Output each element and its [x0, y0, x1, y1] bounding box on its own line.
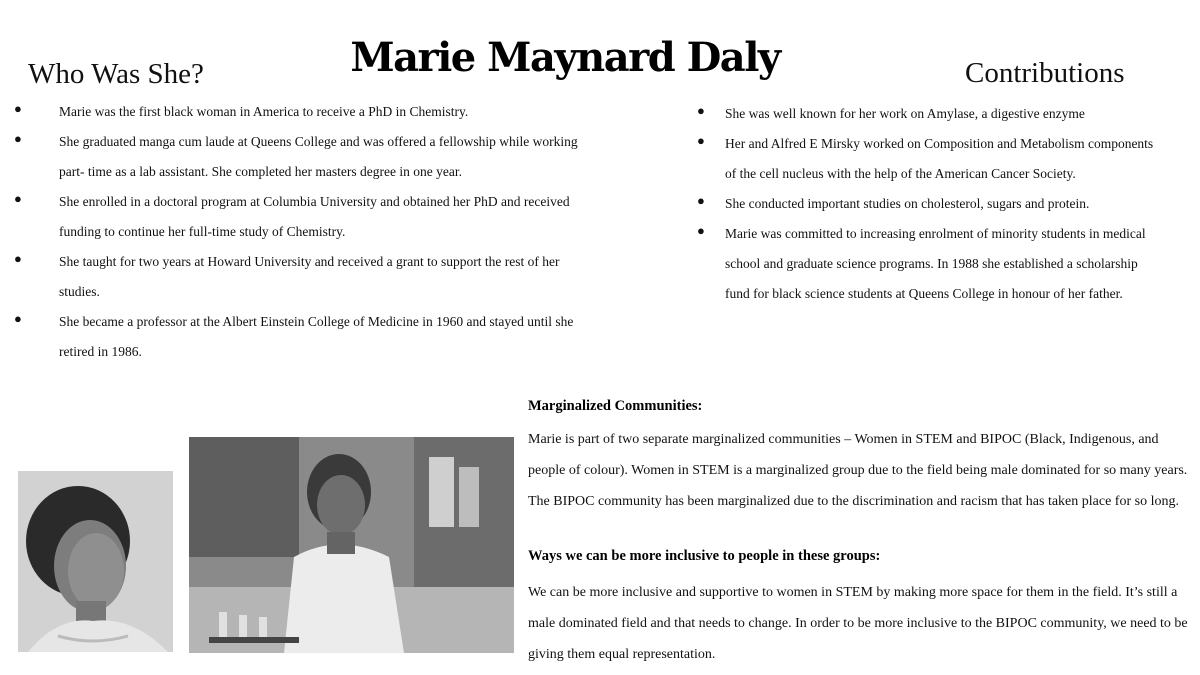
bullet-icon: ● — [14, 251, 22, 266]
list-item — [697, 99, 1165, 129]
who-was-she-heading: Who Was She? — [28, 58, 204, 90]
list-item — [14, 247, 584, 307]
bullet-text: She conducted important studies on cholesterol, sugars and protein. — [725, 196, 1090, 211]
biography-list — [14, 97, 584, 367]
bullet-text: Marie was the first black woman in America to receive a PhD in Chemistry. — [59, 104, 469, 119]
bullet-text: She was well known for her work on Amylase, a digestive enzyme — [725, 106, 1085, 121]
bullet-icon: ● — [14, 131, 22, 146]
bullet-icon: ● — [14, 101, 22, 116]
inclusive-ways-title: Ways we can be more inclusive to people in these groups: — [528, 548, 881, 564]
bullet-text: Marie was committed to increasing enrolment of minority students in medical school and graduate science programs. In 1988 she established a scholarship fund for black science students at Queens College in honour of her father. — [725, 226, 1146, 301]
bullet-icon: ● — [697, 103, 705, 118]
bullet-icon: ● — [697, 133, 705, 148]
bullet-text: She graduated manga cum laude at Queens College and was offered a fellowship while working part- time as a lab assistant. She completed her masters degree in one year. — [59, 134, 578, 179]
list-item — [14, 127, 584, 187]
list-item — [697, 129, 1165, 189]
laboratory-photo — [189, 437, 514, 653]
marginalized-communities-title: Marginalized Communities: — [528, 398, 703, 414]
list-item — [14, 307, 584, 367]
list-item — [697, 189, 1165, 219]
list-item — [697, 219, 1165, 309]
bullet-text: Her and Alfred E Mirsky worked on Composition and Metabolism components of the cell nucleus with the help of the American Cancer Society. — [725, 136, 1154, 181]
bullet-icon: ● — [697, 223, 705, 238]
laboratory-photo-drawing — [189, 437, 514, 653]
list-item — [14, 187, 584, 247]
contributions-heading: Contributions — [965, 57, 1125, 89]
page-title: Marie Maynard Daly — [350, 34, 780, 81]
bullet-text: She enrolled in a doctoral program at Columbia University and obtained her PhD and received funding to continue her full-time study of Chemistry. — [59, 194, 570, 239]
bullet-icon: ● — [14, 311, 22, 326]
contributions-list — [697, 99, 1165, 309]
bullet-icon: ● — [14, 191, 22, 206]
bullet-icon: ● — [697, 193, 705, 208]
bullet-text: She became a professor at the Albert Einstein College of Medicine in 1960 and stayed until she retired in 1986. — [59, 314, 574, 359]
portrait-photo — [18, 471, 173, 652]
portrait-photo-drawing — [18, 471, 173, 652]
bullet-text: She taught for two years at Howard University and received a grant to support the rest of her studies. — [59, 254, 560, 299]
list-item — [14, 97, 584, 127]
marginalized-communities-text: Marie is part of two separate marginalized communities – Women in STEM and BIPOC (Black, Indigenous, and people of colour). Women in STEM is a marginalized group due to the field being male dominated for so many years. The BIPOC community has been marginalized due to the discrimination and racism that has taken place for so long. — [528, 432, 1188, 509]
inclusive-ways-text: We can be more inclusive and supportive to women in STEM by making more space for them in the field. It’s still a male dominated field and that needs to change. In order to be more inclusive to the BIPOC community, we need to be giving them equal representation. — [528, 585, 1188, 662]
